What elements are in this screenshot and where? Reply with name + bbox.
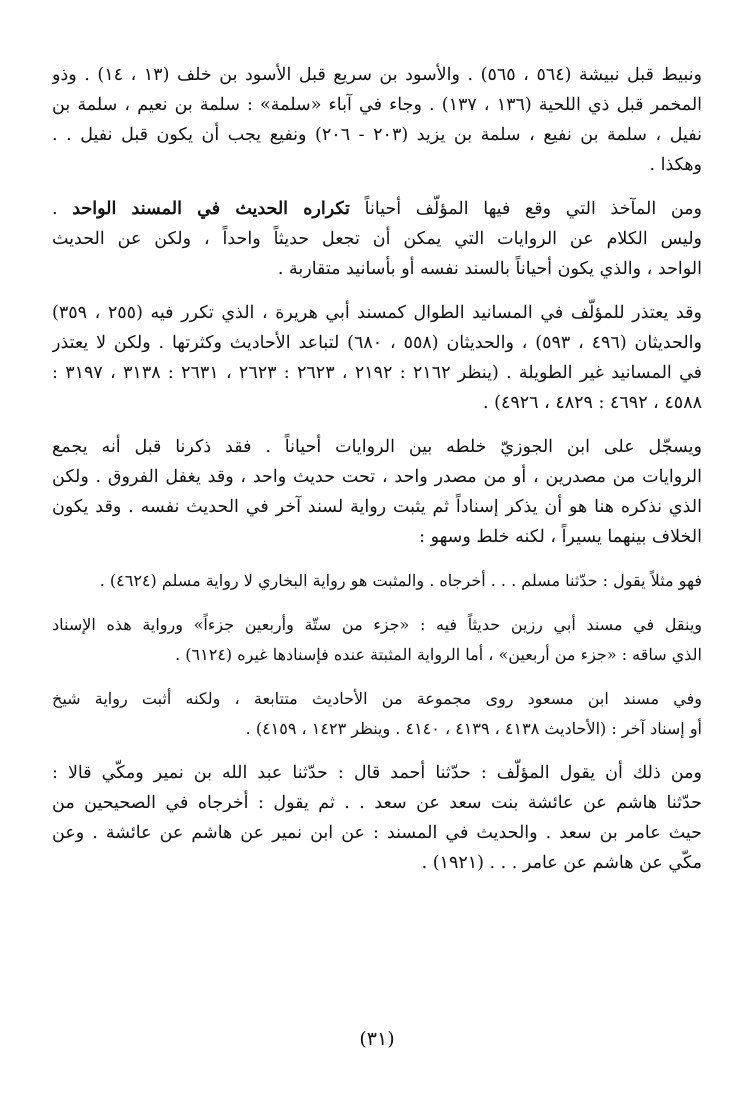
text-line: الذي نذكره هنا هو أن يذكر إسناداً ثم يثبت رواية لسند آخر في الحديث نفسه . وقد يكون: [52, 497, 702, 517]
paragraph: [52, 298, 702, 418]
text-line: الخلاف بينهما يسيراً ، لكنه خلط وسهو :: [419, 527, 702, 547]
text-line: وليس الكلام عن الروايات التي يمكن أن تجعل حديثاً واحداً ، ولكن عن الحديث: [52, 229, 702, 249]
paragraph: [52, 194, 702, 284]
text-line: الروايات من مصدرين ، أو من مصدر واحد ، تحت حديث واحد ، وقد يغفل الفروق . ولكن: [52, 467, 702, 487]
paragraph: [52, 566, 702, 596]
paragraph-gap: [52, 418, 702, 432]
text-line: أو إسناد آخر : (الأحاديث ٤١٣٨ ، ٤١٣٩ ، ٤١٤٠ . وينظر ١٤٢٣ ، ٤١٥٩) .: [245, 719, 702, 738]
text-line: ومن المآخذ التي وقع فيها المؤلّف أحياناً تكراره الحديث في المسند الواحد .: [52, 199, 702, 219]
paragraph-gap: [52, 744, 702, 758]
text-line: ومن ذلك أن يقول المؤلّف : حدّثنا أحمد قال : حدّثنا عبد الله بن نمير ومكّي قالا :: [52, 763, 702, 783]
text-line: حيث عامر بن سعد . والحديث في المسند : عن ابن نمير عن هاشم عن عائشة . وعن: [52, 823, 702, 843]
text-line: المخمر قبل ذي اللحية (١٣٦ ، ١٣٧) . وجاء في آباء «سلمة» : سلمة بن نعيم ، سلمة بن: [52, 95, 702, 115]
paragraph: [52, 610, 702, 670]
text-line: ٤٥٨٨ ، ٤٦٩٢ : ٤٨٢٩ ، ٤٩٢٦) .: [483, 393, 702, 413]
text-line: وينقل في مسند أبي رزين حديثاً فيه : «جزء من ستّة وأربعين جزءاً» ورواية هذه الإسناد: [52, 615, 702, 634]
text-line: وقد يعتذر للمؤلّف في المسانيد الطوال كمسند أبي هريرة ، الذي تكرر فيه (٢٥٥ ، ٣٥٩): [52, 303, 702, 323]
text-line: حدّثنا هاشم عن عائشة بنت سعد عن سعد . . ثم يقول : أخرجاه في الصحيحين من: [52, 793, 702, 813]
paragraph: [52, 60, 702, 180]
text-line: ونبيط قبل نبيشة (٥٦٤ ، ٥٦٥) . والأسود بن سريع قبل الأسود بن خلف (١٣ ، ١٤) . وذو: [52, 65, 702, 85]
text-line: والحديثان (٤٩٦ ، ٥٩٣) ، والحديثان (٥٥٨ ، ٦٨٠) لتباعد الأحاديث وكثرتها . ولكن لا يعتذر: [52, 333, 702, 353]
text-line: في المسانيد غير الطويلة . (ينظر ٢١٦٢ : ٢١٩٢ ، ٢٦٢٣ : ٢٦٢٣ ، ٢٦٣١ : ٣١٣٨ ، ٣١٩٧ :: [52, 363, 702, 383]
paragraph-gap: [52, 180, 702, 194]
paragraph-gap: [52, 670, 702, 684]
text-line: نفيل ، سلمة بن نفيع ، سلمة بن يزيد (٢٠٣ - ٢٠٦) ونفيع يجب أن يكون قبل نفيل . .: [52, 125, 702, 145]
paragraph-gap: [52, 596, 702, 610]
paragraph: [52, 684, 702, 744]
paragraph-gap: [52, 284, 702, 298]
text-line: الذي ساقه : «جزء من أربعين» ، أما الرواية المثبتة عنده فإسنادها غيره (٦١٢٤) .: [175, 645, 702, 664]
text-line: ويسجّل على ابن الجوزيّ خلطه بين الروايات أحياناً . فقد ذكرنا قبل أنه يجمع: [52, 437, 702, 457]
paragraph: [52, 758, 702, 878]
text-line: وهكذا .: [649, 155, 702, 175]
body-text: [52, 60, 702, 878]
text-line: الواحد ، والذي يكون أحياناً بالسند نفسه أو بأسانيد متقاربة .: [277, 259, 702, 279]
paragraph-gap: [52, 552, 702, 566]
text-line: مكّي عن هاشم عن عامر . . . (١٩٢١) .: [421, 853, 702, 873]
page-number: (٣١): [359, 1028, 395, 1050]
paragraph: [52, 432, 702, 552]
emphasized-phrase: تكراره الحديث في المسند الواحد: [72, 199, 350, 219]
text-line: فهو مثلاً يقول : حدّثنا مسلم . . . أخرجاه . والمثبت هو رواية البخاري لا رواية مسلم (٤٦٢٤) .: [99, 571, 702, 590]
text-line: وفي مسند ابن مسعود روى مجموعة من الأحاديث متتابعة ، ولكنه أثبت رواية شيخ: [52, 689, 702, 708]
